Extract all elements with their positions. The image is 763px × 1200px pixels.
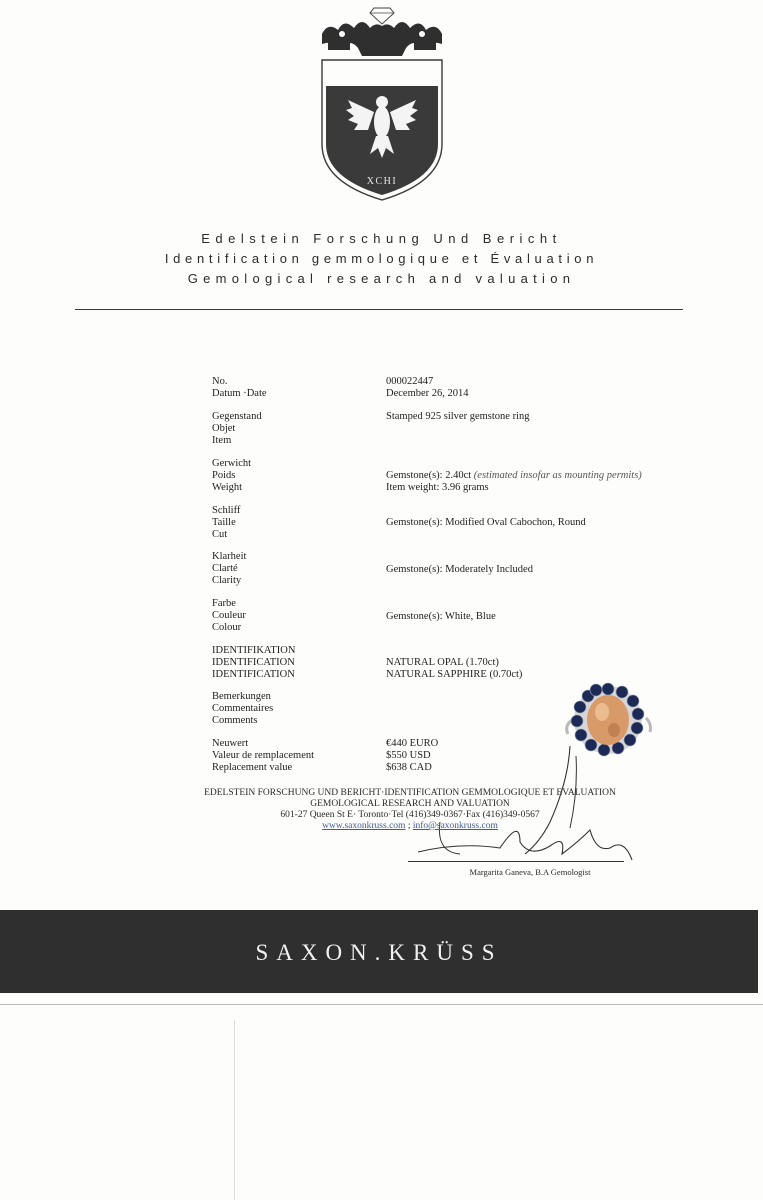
label-poids: Poids [212,470,236,481]
colour-value: Gemstone(s): White, Blue [386,611,496,622]
label-valeur: Valeur de remplacement [212,750,315,761]
comments-labels [212,691,273,727]
header-french: Identification gemmologique et Évaluation [164,251,599,266]
clarity-labels [212,551,246,587]
opal-stone [587,695,629,745]
crest-emblem [318,4,446,202]
weight-values [386,470,642,494]
label-identifikation: IDENTIFIKATION [212,645,296,656]
scan-artifact [234,1020,235,1200]
label-bemerkungen: Bemerkungen [212,691,271,702]
identification-values [386,657,522,681]
website-link[interactable]: www.saxonkruss.com [322,821,406,831]
label-cut: Cut [212,529,228,540]
label-colour: Colour [212,622,242,633]
label-number: No. [212,376,228,387]
footer-line2: GEMOLOGICAL RESEARCH AND VALUATION [310,799,510,809]
label-weight: Weight [212,482,243,493]
clarity-value: Gemstone(s): Moderately Included [386,564,533,575]
label-neuwert: Neuwert [212,738,249,749]
cut-labels [212,505,240,541]
footer-line1: EDELSTEIN FORSCHUNG UND BERICHT·IDENTIFICATION GEMMOLOGIQUE ET EVALUATION [204,788,616,798]
diamond-icon [370,8,394,24]
header-divider [75,309,683,310]
identification-labels [212,645,295,681]
footer-separator: ; [407,821,413,831]
crest-monogram: XCHI [366,176,398,187]
page-edge [0,1004,763,1005]
label-objet: Objet [212,423,236,434]
label-replacement-value: Replacement value [212,762,293,773]
item-labels [212,411,262,447]
label-klarheit: Klarheit [212,551,247,562]
label-commentaires: Commentaires [212,703,274,714]
signature-line [408,861,624,862]
email-link[interactable]: info@saxonkruss.com [412,821,498,831]
header-english: Gemological research and valuation [187,271,576,286]
footer-address: 601-27 Queen St E· Toronto·Tel (416)349-0367·Fax (416)349-0567 [280,810,540,820]
label-clarity: Clarity [212,575,242,586]
value-usd: $550 USD [386,750,431,761]
gemstone-weight: Gemstone(s): 2.40ct [386,470,472,481]
identification-sapphire: NATURAL SAPPHIRE (0.70ct) [386,669,523,680]
label-identification-fr: IDENTIFICATION [212,657,295,668]
label-comments: Comments [212,715,258,726]
label-date: Datum ·Date [212,388,267,399]
cut-value: Gemstone(s): Modified Oval Cabochon, Round [386,517,586,528]
label-clarte: Clarté [212,563,238,574]
item-value: Stamped 925 silver gemstone ring [386,411,530,422]
report-date: December 26, 2014 [386,388,469,399]
number-date-values [386,376,469,400]
label-identification-en: IDENTIFICATION [212,669,295,680]
crown-icon [322,22,442,56]
number-date-labels [212,376,267,400]
header-german: Edelstein Forschung Und Bericht [201,231,562,246]
label-item: Item [212,435,232,446]
weight-labels [212,458,251,494]
label-farbe: Farbe [212,598,236,609]
label-gerwicht: Gerwicht [212,458,252,469]
value-cad: $638 CAD [386,762,432,773]
label-gegenstand: Gegenstand [212,411,262,422]
signer-name: Margarita Ganeva, B.A Gemologist [469,867,591,877]
brand-name: SAXON.KRÜSS [255,940,503,965]
footer-block [200,788,620,832]
gemstone-weight-note: (estimated insofar as mounting permits) [473,470,642,481]
value-euro: €440 EURO [386,738,439,749]
identification-opal: NATURAL OPAL (1.70ct) [386,657,499,668]
label-taille: Taille [212,517,236,528]
report-number: 000022447 [386,376,434,387]
colour-labels [212,598,246,634]
item-weight: Item weight: 3.96 grams [386,482,489,493]
label-schliff: Schliff [212,505,241,516]
label-couleur: Couleur [212,610,246,621]
value-labels [212,738,314,774]
